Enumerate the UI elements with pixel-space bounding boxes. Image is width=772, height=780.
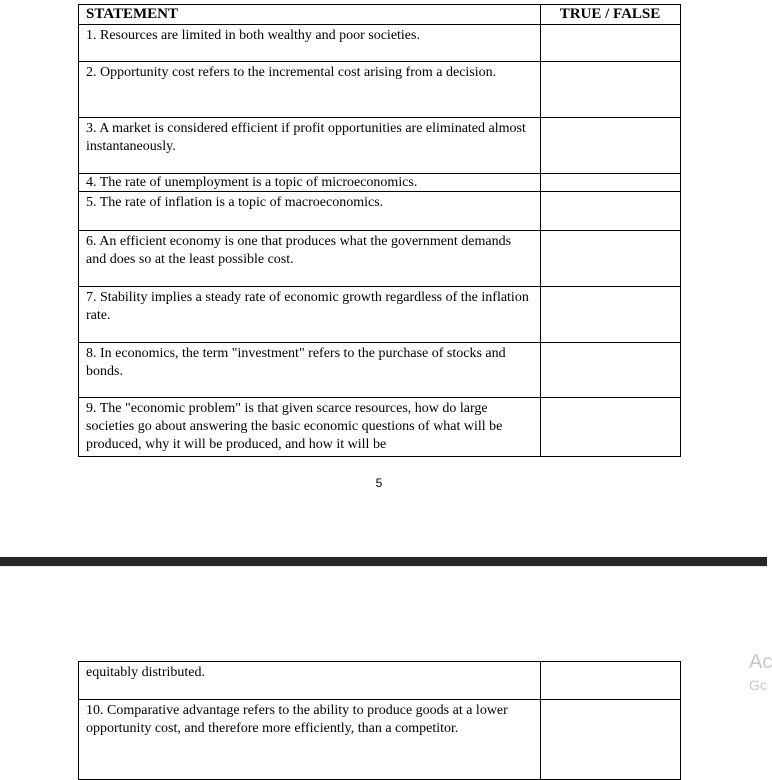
statement-cell: 6. An efficient economy is one that produces what the government demands and does so at the least possible cost. <box>79 231 541 287</box>
statement-cell: 3. A market is considered efficient if profit opportunities are eliminated almost instantaneously. <box>79 118 541 174</box>
table-row <box>79 662 681 700</box>
table-row <box>79 192 681 231</box>
side-overlay-text-1: Ac <box>749 651 772 673</box>
answer-cell[interactable] <box>541 287 681 343</box>
table-row <box>79 398 681 457</box>
statement-cell: 8. In economics, the term "investment" refers to the purchase of stocks and bonds. <box>79 343 541 398</box>
table-header-row <box>79 5 681 25</box>
statement-cell: 10. Comparative advantage refers to the ability to produce goods at a lower opportunity cost, and therefore more efficiently, than a competitor. <box>79 700 541 780</box>
answer-cell[interactable] <box>541 192 681 231</box>
table-row <box>79 174 681 192</box>
statement-cell: equitably distributed. <box>79 662 541 700</box>
statement-cell: 2. Opportunity cost refers to the incremental cost arising from a decision. <box>79 62 541 118</box>
side-overlay-text-2: Gc <box>749 677 767 693</box>
true-false-table-page-6 <box>78 661 681 780</box>
answer-cell[interactable] <box>541 231 681 287</box>
answer-cell[interactable] <box>541 62 681 118</box>
statement-text-clipped: 9. The "economic problem" is that given scarce resources, how do large societies go about answering the basic economic questions of what will be produced, why it will be produced, and how it will be <box>86 401 503 452</box>
true-false-header: TRUE / FALSE <box>541 5 681 25</box>
answer-cell[interactable] <box>541 398 681 457</box>
answer-cell[interactable] <box>541 118 681 174</box>
statement-cell: 1. Resources are limited in both wealthy and poor societies. <box>79 25 541 62</box>
answer-cell[interactable] <box>541 662 681 700</box>
true-false-table-page-5 <box>78 4 681 457</box>
table-row <box>79 287 681 343</box>
answer-cell[interactable] <box>541 174 681 192</box>
table-row <box>79 700 681 780</box>
table-row <box>79 118 681 174</box>
answer-cell[interactable] <box>541 700 681 780</box>
statement-cell: 7. Stability implies a steady rate of economic growth regardless of the inflation rate. <box>79 287 541 343</box>
page-gap-edge <box>0 566 767 567</box>
answer-cell[interactable] <box>541 25 681 62</box>
page-divider <box>0 557 767 566</box>
statement-cell <box>79 398 541 457</box>
answer-cell[interactable] <box>541 343 681 398</box>
page-number: 5 <box>375 476 383 490</box>
table-row <box>79 62 681 118</box>
table-row <box>79 343 681 398</box>
table-row <box>79 231 681 287</box>
statement-cell: 4. The rate of unemployment is a topic of microeconomics. <box>79 174 541 192</box>
table-row <box>79 25 681 62</box>
statement-header: STATEMENT <box>79 5 541 25</box>
statement-cell: 5. The rate of inflation is a topic of macroeconomics. <box>79 192 541 231</box>
